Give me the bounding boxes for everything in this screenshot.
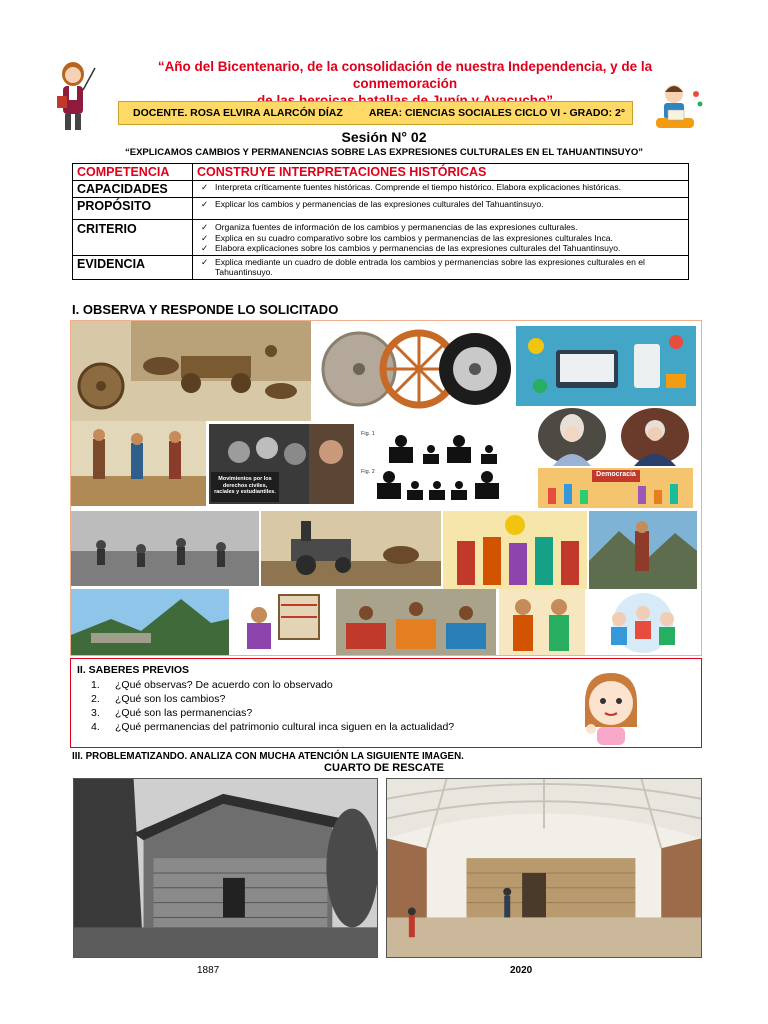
teacher-name: DOCENTE. ROSA ELVIRA ALARCÓN DÍAZ [133,107,343,119]
motto-line-1: “Año del Bicentenario, de la consolidación de nuestra Independencia, y de la conmemoración [157,59,653,91]
proposito-cell [193,198,689,220]
list-item: 2. ¿Qué son los cambios? [91,693,226,705]
table-row-capacidades [73,181,689,198]
competency-table [72,163,689,280]
course-area: AREA: CIENCIAS SOCIALES CICLO VI - GRADO: 2° [368,107,626,119]
weaver-illustration [231,589,333,655]
students-group-illustration [589,589,697,655]
year-2020-caption: 2020 [510,965,533,976]
capacidades-cell [193,181,689,198]
marie-antoinette-portrait [533,406,611,466]
evidencia-label: EVIDENCIA [73,255,193,279]
capacidades-text: Interpreta críticamente fuentes históricas. Comprende el tiempo histórico. Elabora explicaciones históricas. [215,182,622,192]
list-item: 1. ¿Qué observas? De acuerdo con lo observado [91,679,333,691]
check-icon: ✓ [201,256,209,267]
digital-technology-image [516,326,696,406]
table-row-criterio [73,220,689,256]
prior-knowledge-questions [91,678,454,734]
session-title: “EXPLICAMOS CAMBIOS Y PERMANENCIAS SOBRE LAS EXPRESIONES CULTURALES EN EL TAHUANTINSUYO” [125,147,643,158]
ancient-wheel-cart-image [71,321,311,421]
andean-farming-image [71,421,206,506]
section-1-heading: I. OBSERVA Y RESPONDE LO SOLICITADO [72,302,339,317]
evidencia-cell [193,255,689,279]
list-item: 3. ¿Qué son las permanencias? [91,707,253,719]
check-icon: ✓ [201,243,209,253]
section-3-heading: III. PROBLEMATIZANDO. ANALIZA CON MUCHA ATENCIÓN LA SIGUIENTE IMAGEN. [72,751,464,762]
louis-xvi-portrait [616,406,694,466]
teacher-illustration [55,60,97,132]
list-item: 4. ¿Qué permanencias del patrimonio cultural inca siguen en la actualidad? [91,721,455,733]
family-figure-1-label: Fig. 1 [361,431,375,437]
family-change-diagram [359,429,534,509]
session-number: Sesión N° 02 [341,129,427,145]
inca-ruler-andes-image [589,511,697,589]
proposito-text: Explicar los cambios y permanencias de las expresiones culturales del Tahuantinsuyo. [215,199,544,209]
table-row-proposito [73,198,689,220]
thinking-girl-illustration [577,669,645,745]
proposito-label: PROPÓSITO [73,198,193,220]
democracy-image [538,468,693,508]
year-1887-caption: 1887 [197,965,220,976]
criterio-item: Elabora explicaciones sobre los cambios y permanencias de las expresiones culturales del Tahuantinsuyo. [215,243,621,253]
movements-caption: Movimientos por los derechos civiles, raciales y estudiantiles. [214,476,276,495]
teacher-area-banner [118,101,633,125]
criterio-item: Explica en su cuadro comparativo sobre los cambios y permanencias de las expresiones culturales Inca. [215,232,613,243]
industrial-machinery-image [261,511,441,586]
inca-people-illustration [443,511,587,589]
machu-picchu-image [71,589,229,655]
civil-rights-movements-image [209,424,354,504]
criterio-item: Organiza fuentes de información de los cambios y permanencias de las expresiones culturales. [215,222,578,232]
check-icon: ✓ [201,199,209,209]
capacidades-label: CAPACIDADES [73,181,193,198]
traditional-weaving-photo [336,589,496,655]
ransom-room-1887-photo [73,778,378,958]
check-icon: ✓ [201,182,209,192]
check-icon: ✓ [201,222,209,232]
wheel-evolution-image [311,321,516,416]
prior-knowledge-box [70,658,702,748]
reading-student-illustration [652,82,704,136]
image-title: CUARTO DE RESCATE [324,762,444,774]
table-row-competencia [73,164,689,181]
family-figure-2-label: Fig. 2 [361,469,375,475]
criterio-label: CRITERIO [73,220,193,256]
competencia-label: COMPETENCIA [73,164,193,181]
table-row-evidencia [73,255,689,279]
inca-women-illustration [499,589,585,655]
ransom-room-2020-photo [386,778,702,958]
competencia-value: CONSTRUYE INTERPRETACIONES HISTÓRICAS [193,164,689,181]
farm-workers-photo [71,511,259,586]
section-2-heading: II. SABERES PREVIOS [77,664,190,676]
evidencia-text: Explica mediante un cuadro de doble entrada los cambios y permanencias sobre las expresiones culturales en el Tahuantinsuyo. [215,256,645,277]
image-collage [70,320,702,656]
criterio-cell [193,220,689,256]
check-icon: ✓ [201,232,209,243]
democracy-caption: Democracia [596,471,636,478]
